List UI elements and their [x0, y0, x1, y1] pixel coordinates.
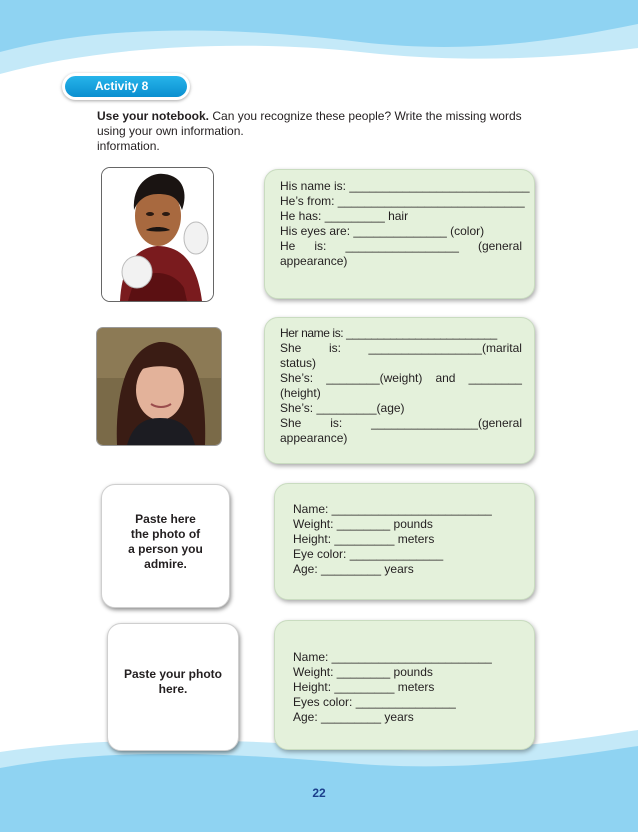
activity-label: Activity 8: [65, 76, 187, 97]
her-appearance-word1: She: [280, 416, 302, 430]
woman-photo: [96, 327, 222, 446]
his-appearance-cont: appearance): [280, 254, 348, 268]
her-name-line: Her name is: ________________________: [280, 326, 497, 340]
her-marital-word2: is:: [328, 341, 341, 355]
her-weight-and: and: [435, 371, 456, 385]
his-hair-line: He has: _________ hair: [280, 209, 409, 223]
your-height-line: Height: _________ meters: [293, 680, 435, 694]
admired-age-line: Age: _________ years: [293, 562, 414, 576]
her-height-blank: ________: [468, 371, 522, 385]
paste1-line3: a person you: [128, 542, 203, 556]
her-marital-cont: status): [280, 356, 317, 370]
page-number: 22: [312, 786, 326, 800]
admired-height-line: Height: _________ meters: [293, 532, 435, 546]
paste1-line1: Paste here: [135, 512, 196, 526]
his-appearance-word1: He: [280, 239, 296, 253]
her-appearance-blank: ________________(general: [371, 416, 522, 430]
admired-weight-line: Weight: ________ pounds: [293, 517, 433, 531]
his-appearance-line: [280, 239, 522, 254]
your-age-line: Age: _________ years: [293, 710, 414, 724]
instructions-line3: information.: [97, 139, 160, 153]
admired-eye-color-line: Eye color: ______________: [293, 547, 444, 561]
instructions: [97, 109, 552, 154]
woman-info-box: [264, 317, 535, 464]
her-age-line: She’s: _________(age): [280, 401, 405, 415]
boxer-photo: [101, 167, 214, 302]
admired-name-line: Name: ________________________: [293, 502, 492, 516]
her-appearance-cont: appearance): [280, 431, 348, 445]
paste2-line2: here.: [158, 682, 188, 696]
instructions-line2: using your own information.: [97, 124, 244, 138]
paste2-line1: Paste your photo: [123, 667, 222, 681]
your-eyes-color-line: Eyes color: _______________: [293, 695, 456, 709]
her-marital-word1: She: [280, 341, 302, 355]
his-eyes-line: His eyes are: ______________ (color): [280, 224, 485, 238]
activity-badge: [62, 73, 190, 100]
paste1-line4: admire.: [144, 557, 187, 571]
man-info-box: [264, 169, 535, 299]
her-weight-word1: She’s:: [280, 371, 314, 385]
her-marital-blank: _________________(marital: [368, 341, 522, 355]
his-appearance-blank: _________________: [345, 239, 459, 253]
her-height-cont: (height): [280, 386, 321, 400]
paste-admired-person-photo-box: [101, 484, 230, 608]
his-appearance-word3: (general: [477, 239, 522, 253]
her-weight-blank: ________(weight): [326, 371, 423, 385]
his-appearance-word2: is:: [314, 239, 327, 253]
admired-person-info-box: [274, 483, 535, 600]
her-appearance-line: [280, 416, 522, 431]
your-info-box: [274, 620, 535, 750]
instructions-line1: Can you recognize these people? Write the missing words: [209, 109, 522, 123]
his-name-line: His name is: ___________________________: [280, 179, 530, 193]
your-name-line: Name: ________________________: [293, 650, 492, 664]
her-marital-line: [280, 341, 522, 356]
her-appearance-word2: is:: [330, 416, 343, 430]
his-from-line: He’s from: ____________________________: [280, 194, 525, 208]
paste-your-photo-box: [107, 623, 239, 751]
your-weight-line: Weight: ________ pounds: [293, 665, 433, 679]
her-weight-line: [280, 371, 522, 386]
instructions-bold: Use your notebook.: [97, 109, 210, 123]
paste1-line2: the photo of: [130, 527, 201, 541]
